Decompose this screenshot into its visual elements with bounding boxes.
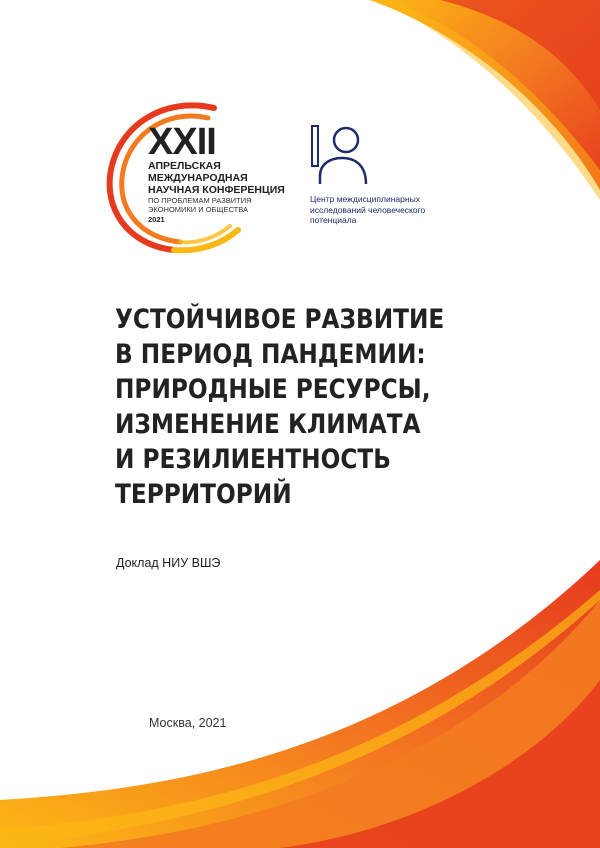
conference-year: 2021 <box>148 215 165 224</box>
center-line-3: потенциала <box>310 215 357 225</box>
center-line-2: исследований человеческого <box>310 204 426 215</box>
conference-number: XXII <box>148 121 216 163</box>
title-line-3: ПРИРОДНЫЕ РЕСУРСЫ, <box>115 374 431 405</box>
conference-line-1: АПРЕЛЬСКАЯ <box>148 160 221 172</box>
title-line-4: ИЗМЕНЕНИЕ КЛИМАТА <box>115 409 421 440</box>
center-logo <box>310 124 450 234</box>
conference-text <box>148 121 285 226</box>
report-title <box>115 302 445 512</box>
title-line-2: В ПЕРИОД ПАНДЕМИИ: <box>115 339 426 370</box>
person-icon <box>310 124 370 188</box>
conference-line-2: МЕЖДУНАРОДНАЯ <box>148 172 248 184</box>
center-line-1: Центр междисциплинарных <box>310 194 420 204</box>
center-name <box>310 194 425 226</box>
title-line-1: УСТОЙЧИВОЕ РАЗВИТИЕ <box>115 304 445 335</box>
title-line-5: И РЕЗИЛИЕНТНОСТЬ <box>115 444 391 475</box>
title-line-6: ТЕРРИТОРИЙ <box>115 479 292 510</box>
conference-logo <box>104 96 304 256</box>
conference-line-4: ПО ПРОБЛЕМАМ РАЗВИТИЯ <box>148 196 252 205</box>
report-subtitle: Доклад НИУ ВШЭ <box>116 556 221 570</box>
conference-line-3: НАУЧНАЯ КОНФЕРЕНЦИЯ <box>148 184 285 196</box>
publication-place-year: Москва, 2021 <box>149 716 227 730</box>
conference-line-5: ЭКОНОМИКИ И ОБЩЕСТВА <box>148 205 249 214</box>
